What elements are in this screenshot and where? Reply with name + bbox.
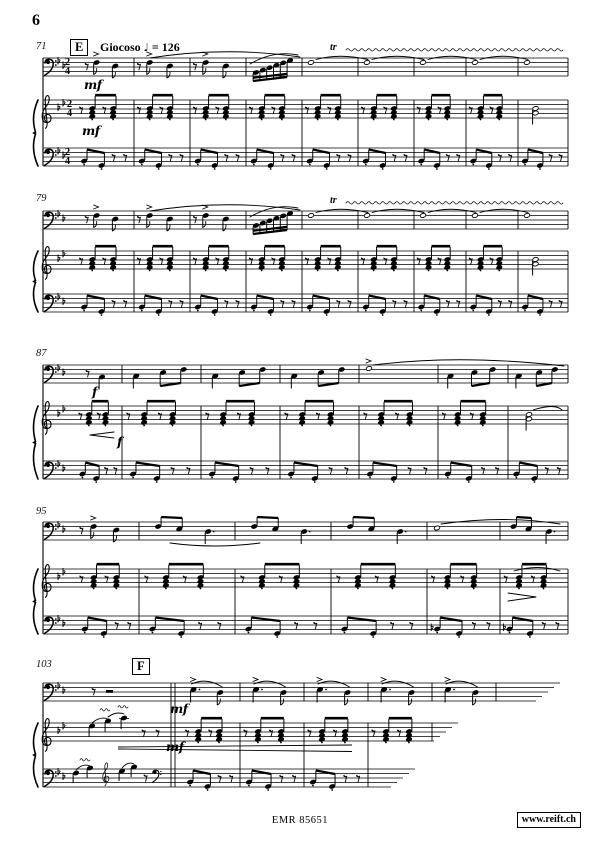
solo-dynamic: f — [92, 384, 97, 399]
piano-dynamic: mf — [166, 739, 184, 754]
notation-system-4 — [0, 505, 600, 655]
time-signature-solo: 2 4 — [64, 57, 71, 77]
publisher-website-link[interactable]: www.reift.ch — [517, 812, 581, 828]
notation-system-5 — [0, 658, 600, 806]
system-5 — [0, 658, 600, 806]
page-number: 6 — [32, 12, 40, 29]
trill-label: tr — [330, 42, 337, 53]
notation-system-1 — [0, 30, 600, 182]
measure-number: 95 — [36, 506, 47, 517]
rehearsal-mark-E: E — [70, 39, 88, 56]
catalog-number: EMR 85651 — [271, 815, 329, 826]
time-signature-lh: 2 4 — [64, 147, 71, 167]
measure-number: 87 — [36, 348, 47, 359]
system-1 — [0, 30, 600, 182]
trill-label: tr — [330, 195, 337, 206]
measure-number: 71 — [36, 41, 47, 52]
notation-system-3 — [0, 347, 600, 499]
tempo-marking — [100, 40, 180, 55]
piano-dynamic: f — [117, 434, 122, 449]
notation-system-2 — [0, 193, 600, 328]
solo-dynamic: mf — [84, 77, 102, 92]
rehearsal-mark-F: F — [132, 658, 150, 675]
system-2 — [0, 193, 600, 328]
quarter-note-icon: ♩ — [143, 41, 149, 54]
system-4 — [0, 505, 600, 655]
tempo-word: Giocoso — [100, 40, 141, 54]
solo-dynamic: mf — [170, 701, 188, 716]
system-3 — [0, 347, 600, 499]
time-signature-rh: 2 4 — [66, 99, 73, 119]
piano-dynamic: mf — [82, 123, 100, 138]
measure-number: 79 — [36, 193, 47, 204]
measure-number: 103 — [36, 659, 52, 670]
tempo-value: = 126 — [151, 40, 180, 54]
